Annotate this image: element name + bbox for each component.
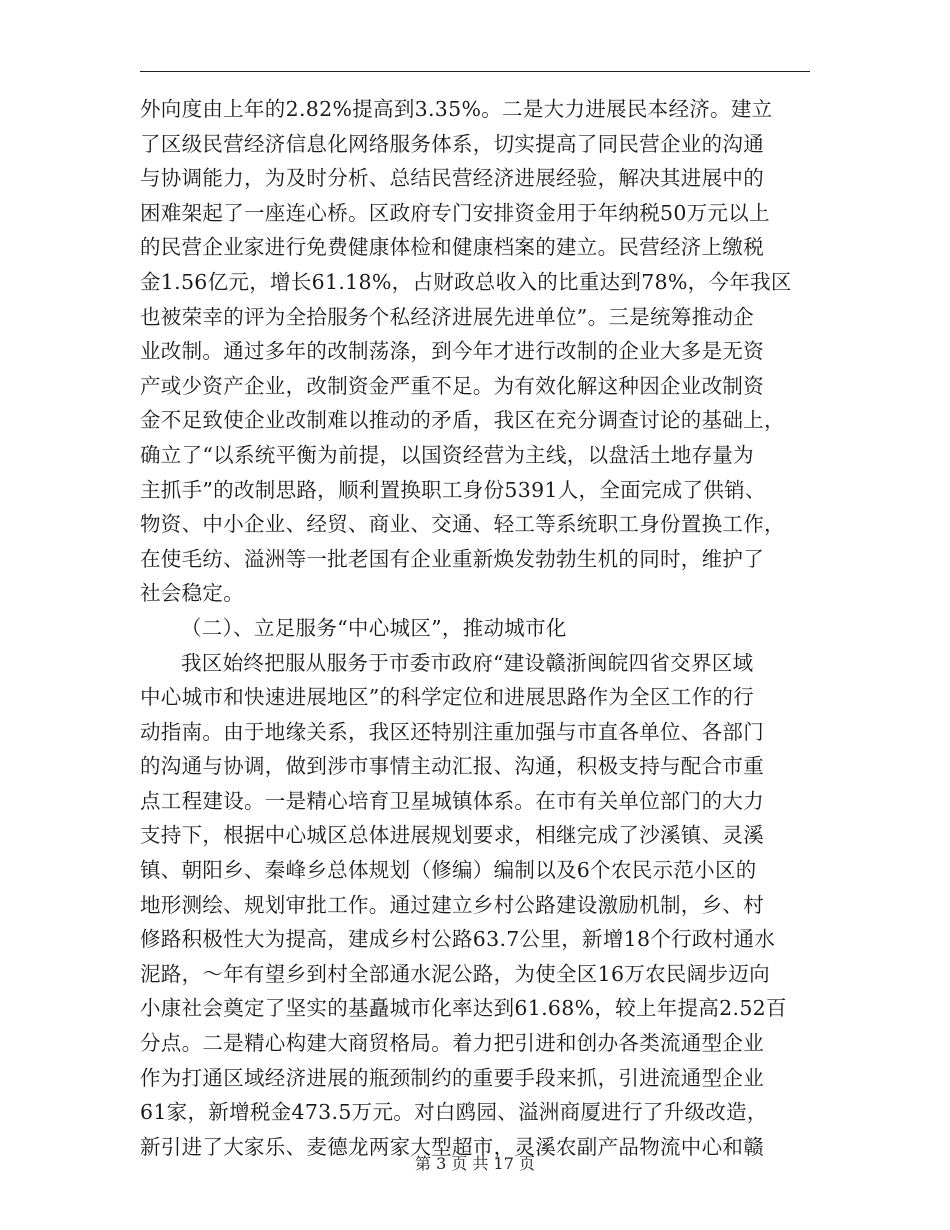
text-line: 的民营企业家进行免费健康体检和健康档案的建立。民营经济上缴税 [140, 235, 764, 260]
text-line: 动指南。由于地缘关系，我区还特别注重加强与市直各单位、各部门 [140, 719, 764, 744]
text-line: 在使毛纺、溢洲等一批老国有企业重新焕发勃勃生机的同时，维护了 [140, 546, 764, 571]
text-line: 小康社会奠定了坚实的基矗城市化率达到61.68%，较上年提高2.52百 [140, 996, 787, 1021]
text-line: 的沟通与协调，做到涉市事情主动汇报、沟通，积极支持与配合市重 [140, 754, 764, 779]
text-line: 也被荣幸的评为全拾服务个私经济进展先进单位”。三是统筹推动企 [140, 304, 754, 329]
text-line: 确立了“以系统平衡为前提，以国资经营为主线，以盘活土地存量为 [140, 442, 754, 467]
text-line: 分点。二是精心构建大商贸格局。着力把引进和创办各类流通型企业 [140, 1031, 764, 1056]
text-line: 金1.56亿元，增长61.18%，占财政总收入的比重达到78%，今年我区 [140, 269, 792, 294]
section-heading: （二）、立足服务“中心城区”，推动城市化 [181, 615, 567, 640]
text-line: 了区级民营经济信息化网络服务体系，切实提高了同民营企业的沟通 [140, 131, 764, 156]
text-line: 物资、中小企业、经贸、商业、交通、轻工等系统职工身份置换工作， [140, 512, 785, 537]
text-line: 主抓手”的改制思路，顺利置换职工身份5391人，全面完成了供销、 [140, 477, 766, 502]
text-line: 地形测绘、规划审批工作。通过建立乡村公路建设激励机制，乡、村 [140, 892, 764, 917]
text-line: 中心城市和快速进展地区”的科学定位和进展思路作为全区工作的行 [140, 685, 754, 710]
text-line: 金不足致使企业改制难以推动的矛盾，我区在充分调查讨论的基础上， [140, 408, 785, 433]
text-line: 业改制。通过多年的改制荡涤，到今年才进行改制的企业大多是无资 [140, 339, 764, 364]
text-line: 镇、朝阳乡、秦峰乡总体规划（修编）编制以及6个农民示范小区的 [140, 858, 757, 883]
header-rule [140, 71, 810, 72]
text-line: 修路积极性大为提高，建成乡村公路63.7公里，新增18个行政村通水 [140, 927, 776, 952]
page-footer: 第 3 页 共 17 页 [415, 1154, 535, 1173]
text-line: 61家，新增税金473.5万元。对白鸥园、溢洲商厦进行了升级改造， [140, 1100, 768, 1125]
text-line: 点工程建设。一是精心培育卫星城镇体系。在市有关单位部门的大力 [140, 788, 764, 813]
text-line: 我区始终把服从服务于市委市政府“建设赣浙闽皖四省交界区域 [181, 650, 754, 675]
text-line: 外向度由上年的2.82%提高到3.35%。二是大力进展民本经济。建立 [140, 97, 773, 121]
text-line: 作为打通区域经济进展的瓶颈制约的重要手段来抓，引进流通型企业 [140, 1065, 764, 1090]
text-line: 泥路，～年有望乡到村全部通水泥公路，为使全区16万农民阔步迈向 [140, 961, 770, 986]
text-line: 困难架起了一座连心桥。区政府专门安排资金用于年纳税50万元以上 [140, 200, 770, 225]
text-line: 新引进了大家乐、麦德龙两家大型超市，灵溪农副产品物流中心和赣 [140, 1134, 764, 1159]
text-line: 与协调能力，为及时分析、总结民营经济进展经验，解决其进展中的 [140, 166, 764, 191]
text-line: 支持下，根据中心城区总体进展规划要求，相继完成了沙溪镇、灵溪 [140, 823, 764, 848]
text-line: 产或少资产企业，改制资金严重不足。为有效化解这种因企业改制资 [140, 373, 764, 398]
text-line: 社会稳定。 [140, 581, 244, 606]
body-text [140, 92, 816, 1164]
